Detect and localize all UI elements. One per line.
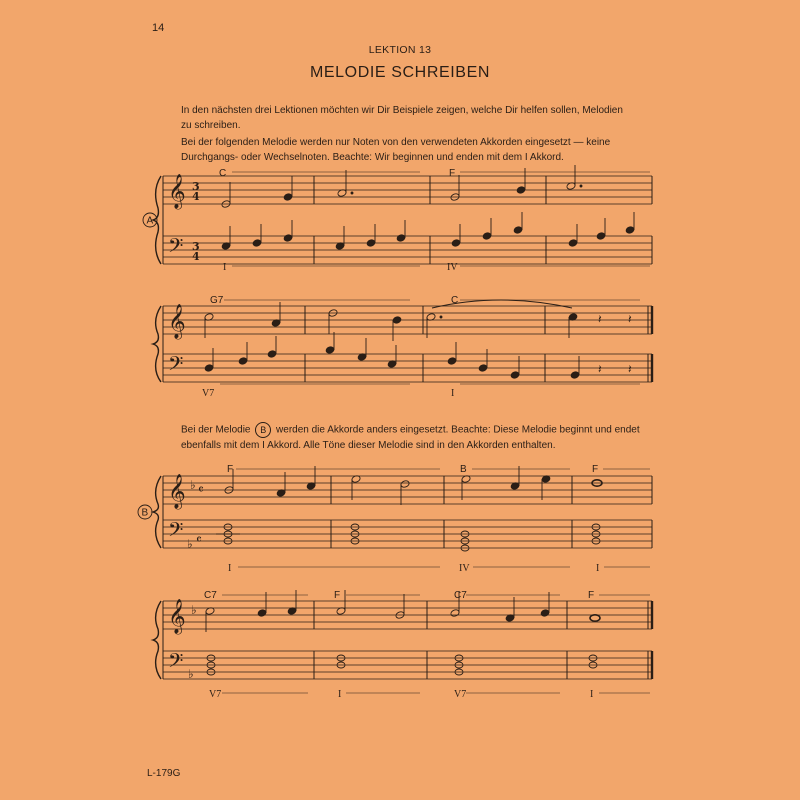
roman-numeral: I [451, 388, 455, 399]
system-3-notes [216, 466, 602, 551]
chord-symbol: F [588, 590, 595, 601]
chord-symbol: F [449, 168, 456, 179]
time-signature-top: 3 [192, 180, 200, 193]
footer-code: L-179G [147, 768, 181, 779]
melody-b-line-1-start: Bei der Melodie [181, 424, 251, 436]
common-time-icon: 𝄴 [196, 533, 202, 548]
system-3-staff-lines [163, 476, 652, 548]
treble-clef-icon: 𝄞 [168, 599, 186, 634]
quarter-rest-icon: 𝄽 [598, 312, 602, 326]
system-1-staff-lines [163, 176, 652, 264]
time-signature-top-bass: 3 [192, 240, 200, 253]
roman-numeral: I [228, 563, 232, 574]
system-2-brace [153, 306, 161, 382]
chord-symbol: G7 [210, 295, 224, 306]
system-4-notes [205, 590, 600, 675]
treble-clef-icon: 𝄞 [168, 474, 186, 509]
roman-numeral: IV [447, 262, 458, 273]
melody-a-line-1: Bei der folgenden Melodie werden nur Noten von den verwendeten Akkorden eingesetzt — keine [181, 137, 611, 148]
roman-numeral: IV [459, 563, 470, 574]
chord-symbol: C [451, 295, 459, 306]
roman-numeral: V7 [454, 689, 467, 700]
time-signature-bottom: 4 [192, 190, 200, 203]
treble-clef-icon: 𝄞 [168, 174, 186, 209]
roman-numeral: I [338, 689, 342, 700]
treble-clef-icon: 𝄞 [168, 304, 186, 339]
page-title: MELODIE SCHREIBEN [309, 64, 490, 81]
roman-numeral: I [596, 563, 600, 574]
roman-numeral: I [590, 689, 594, 700]
melody-a-line-2: Durchgangs- oder Wechselnoten. Beachte: Wir beginnen und enden mit dem I Akkord. [181, 152, 564, 163]
common-time-icon: 𝄴 [198, 483, 204, 498]
system-4-staff-lines [163, 601, 652, 679]
roman-numeral: V7 [209, 689, 222, 700]
chord-symbol: F [334, 590, 341, 601]
bass-clef-icon: 𝄢 [168, 234, 184, 262]
chord-symbol: C7 [204, 590, 217, 601]
bass-clef-icon: 𝄢 [168, 352, 184, 380]
example-b-letter: B [141, 507, 149, 519]
roman-numeral: V7 [202, 388, 215, 399]
chord-symbol: F [227, 464, 234, 475]
quarter-rest-icon: 𝄽 [628, 362, 632, 376]
flat-icon: ♭ [191, 603, 197, 617]
system-3-barlines [163, 476, 652, 548]
page-number: 14 [152, 22, 165, 34]
system-1-notes [221, 165, 635, 250]
melody-b-line-2: ebenfalls mit dem I Akkord. Alle Töne dieser Melodie sind in den Akkorden enthalten. [181, 440, 556, 451]
chord-symbol: B [460, 464, 467, 475]
flat-icon: ♭ [187, 537, 193, 551]
bass-clef-icon: 𝄢 [168, 518, 184, 546]
chord-symbol: C [219, 168, 227, 179]
quarter-rest-icon: 𝄽 [598, 362, 602, 376]
bass-clef-icon: 𝄢 [168, 649, 184, 677]
system-4-barlines [163, 601, 652, 679]
roman-numeral: I [223, 262, 227, 273]
lesson-label: LEKTION 13 [368, 44, 432, 56]
system-1-barlines [163, 176, 652, 264]
example-a-letter: A [146, 215, 154, 227]
chord-symbol: F [592, 464, 599, 475]
time-signature-bottom-bass: 4 [192, 250, 200, 263]
flat-icon: ♭ [190, 478, 196, 492]
intro-line-2: zu schreiben. [181, 120, 241, 131]
intro-line-1: In den nächsten drei Lektionen möchten wir Dir Beispiele zeigen, welche Dir helfen sollen, Melodien [181, 105, 623, 116]
melody-b-circle-label: B [255, 422, 271, 438]
flat-icon: ♭ [188, 667, 194, 681]
system-3-brace [153, 476, 161, 548]
melody-b-line-1-end: werden die Akkorde anders eingesetzt. Beachte: Diese Melodie beginnt und endet [276, 424, 640, 436]
system-4-brace [153, 601, 161, 679]
quarter-rest-icon: 𝄽 [628, 312, 632, 326]
chord-symbol: C7 [454, 590, 467, 601]
